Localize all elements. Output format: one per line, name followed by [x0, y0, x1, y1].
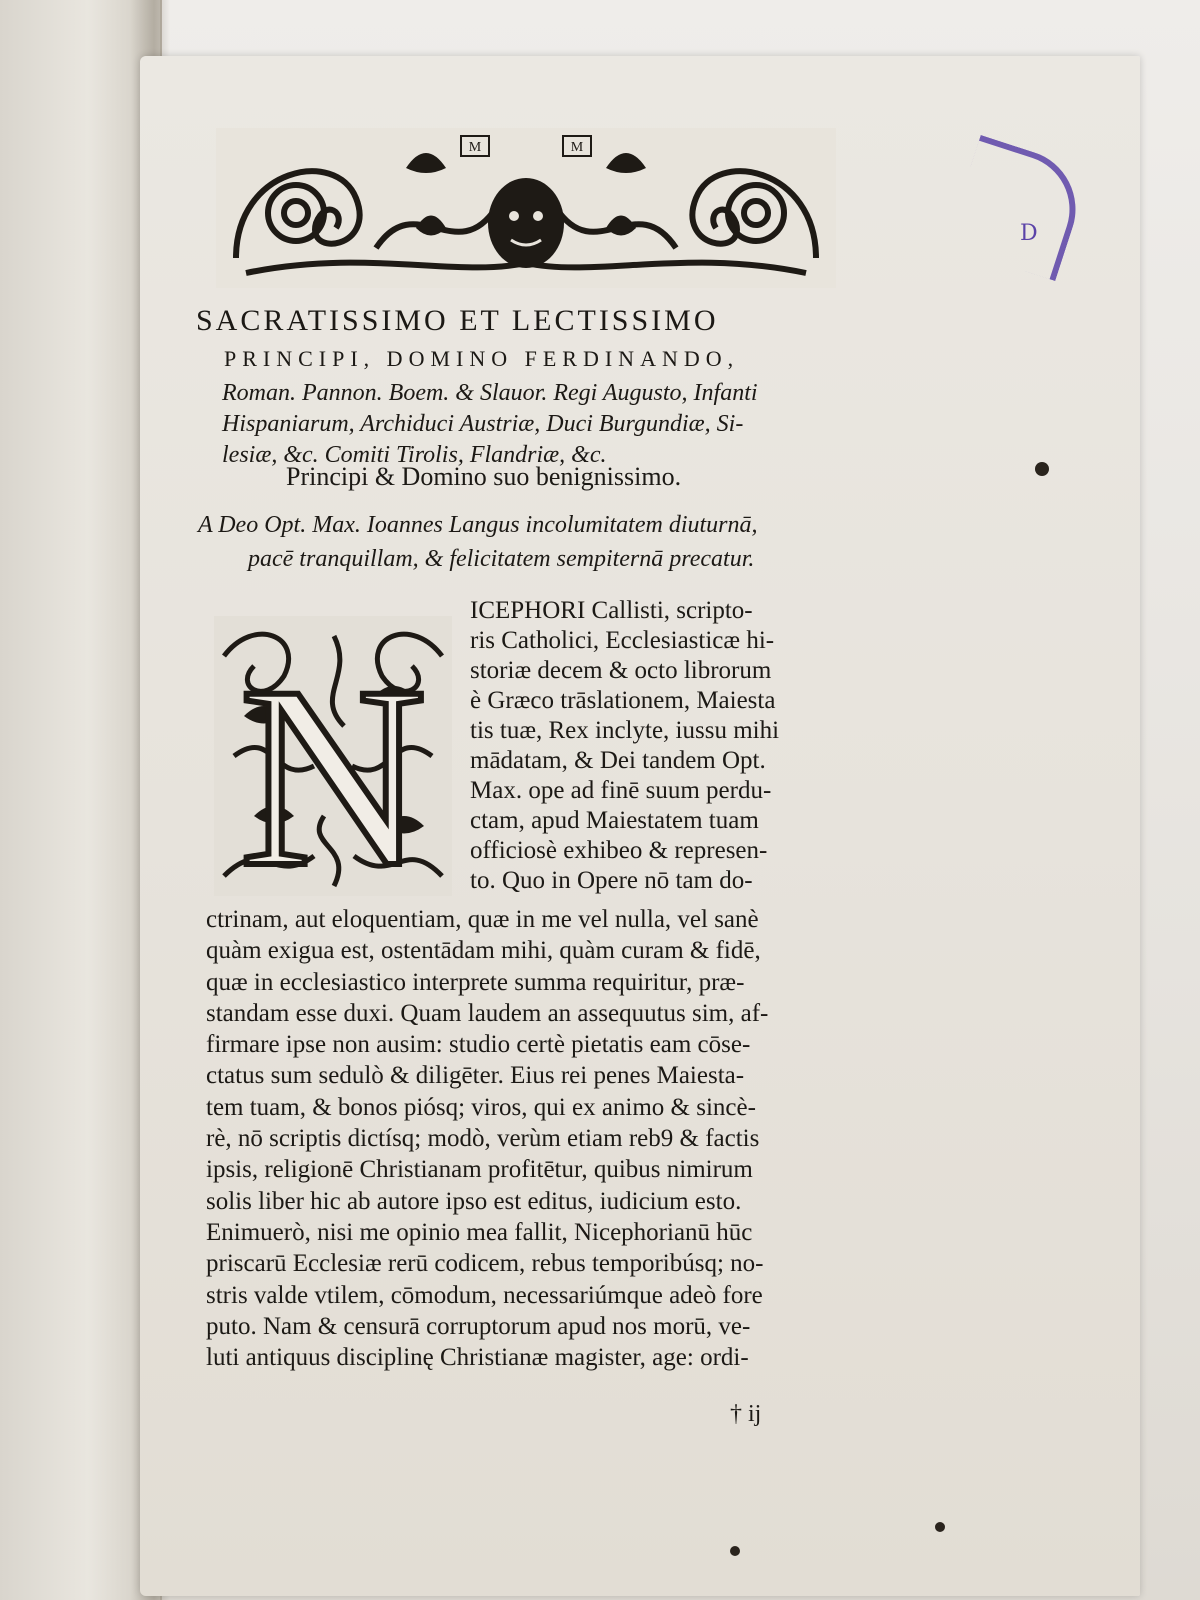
- body-line: mādatam, & Dei tandem Opt.: [470, 747, 766, 774]
- body-line: quæ in ecclesiastico interprete summa requiritur, præ-: [206, 968, 745, 996]
- body-line: officiosè exhibeo & represen-: [470, 837, 768, 864]
- initial-woodcut: [214, 616, 452, 896]
- body-line: rè, nō scriptis dictísq; modò, verùm etiam reb9 & factis: [206, 1125, 760, 1153]
- title-italic-block: [222, 378, 882, 471]
- stamp-letter: D: [1020, 221, 1038, 246]
- greeting-block: [198, 508, 898, 576]
- body-text-beside-initial: [470, 596, 890, 896]
- body-line: ris Catholici, Ecclesiasticæ hi-: [470, 627, 775, 654]
- wormhole: [730, 1546, 740, 1556]
- body-line: priscarū Ecclesiæ rerū codicem, rebus temporibúsq; no-: [206, 1250, 764, 1278]
- body-line: ipsis, religionē Christianam profitētur, quibus nimirum: [206, 1156, 753, 1184]
- wormhole: [935, 1522, 945, 1532]
- body-line: solis liber hic ab autore ipso est editus, iudicium esto.: [206, 1187, 742, 1215]
- body-line: è Græco trāslationem, Maiesta: [470, 687, 776, 714]
- title-italic-line: Roman. Pannon. Boem. & Slauor. Regi Augusto, Infanti: [222, 380, 758, 406]
- headpiece-ornament: [216, 128, 836, 288]
- body-line: tem tuam, & bonos piósq; viros, qui ex animo & sincè-: [206, 1093, 756, 1121]
- dedication-line: Principi & Domino suo benignissimo.: [286, 462, 682, 491]
- decorated-initial: [214, 616, 452, 896]
- body-line: Enimuerò, nisi me opinio mea fallit, Nicephorianū hūc: [206, 1218, 753, 1246]
- body-line: ctatus sum sedulò & diligēter. Eius rei penes Maiesta-: [206, 1062, 745, 1090]
- title-italic-line: Hispaniarum, Archiduci Austriæ, Duci Burgundiæ, Si-: [222, 411, 744, 437]
- title-line-1: SACRATISSIMO ET LECTISSIMO: [196, 304, 719, 337]
- wormhole: [1035, 462, 1049, 476]
- body-line: Max. ope ad finē suum perdu-: [470, 777, 772, 804]
- greeting-line: pacē tranquillam, & felicitatem sempiternā precatur.: [248, 546, 755, 572]
- initial-letter: N: [239, 633, 427, 896]
- body-line: firmare ipse non ausim: studio certè pietatis eam cōse-: [206, 1031, 751, 1059]
- body-line: ctam, apud Maiestatem tuam: [470, 807, 759, 834]
- greeting-line: A Deo Opt. Max. Ioannes Langus incolumitatem diuturnā,: [198, 512, 758, 538]
- body-line: puto. Nam & censurā corruptorum apud nos morū, ve-: [206, 1312, 751, 1340]
- woodcut-headpiece: [216, 128, 836, 288]
- book-page: [140, 56, 1140, 1596]
- body-line: tis tuæ, Rex inclyte, iussu mihi: [470, 717, 780, 744]
- title-line-2: PRINCIPI, DOMINO FERDINANDO,: [224, 346, 740, 371]
- body-line: luti antiquus disciplinę Christianæ magister, age: ordi-: [206, 1344, 749, 1372]
- title-italic-line: lesiæ, &c. Comiti Tirolis, Flandriæ, &c.: [222, 442, 607, 468]
- body-line: standam esse duxi. Quam laudem an assequutus sim, af-: [206, 999, 769, 1027]
- body-line: ICEPHORI Callisti, scripto-: [470, 597, 753, 624]
- body-line: storiæ decem & octo librorum: [470, 657, 772, 684]
- cartouche-letter: M: [570, 140, 584, 155]
- body-line: ctrinam, aut eloquentiam, quæ in me vel nulla, vel sanè: [206, 906, 759, 933]
- body-text-full-width: [206, 904, 926, 1373]
- body-line: stris valde vtilem, cōmodum, necessariúmque adeò fore: [206, 1281, 763, 1309]
- cartouche-letter: M: [468, 140, 482, 155]
- body-line: quàm exigua est, ostentādam mihi, quàm curam & fidē,: [206, 937, 761, 965]
- library-stamp: [945, 135, 1091, 281]
- signature-mark: † ij: [730, 1401, 762, 1427]
- body-line: to. Quo in Opere nō tam do-: [470, 867, 753, 894]
